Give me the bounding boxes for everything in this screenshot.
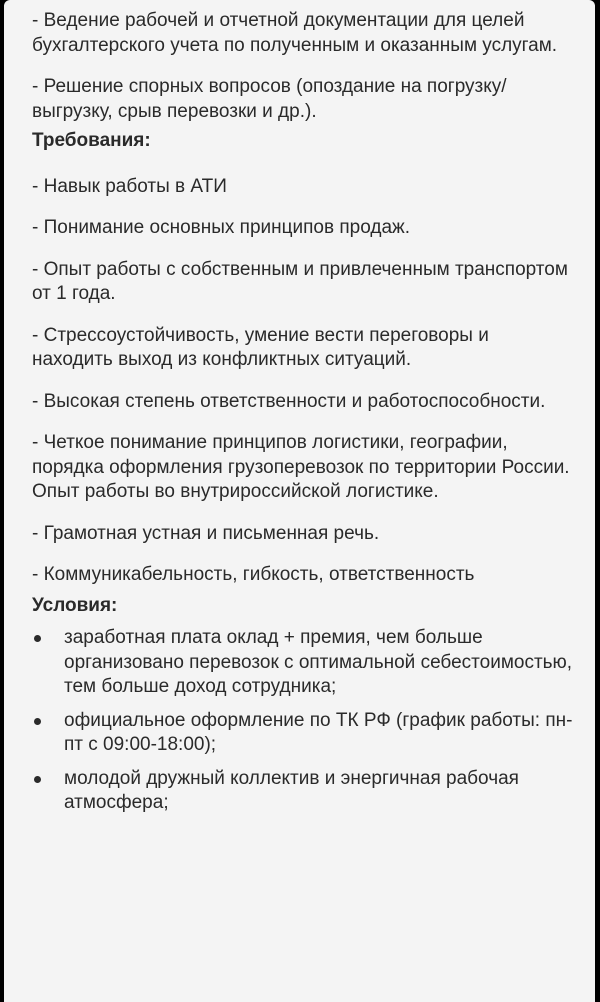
condition-item [32, 626, 573, 700]
condition-text: официальное оформление по ТК РФ (график работы: пн-пт с 09:00-18:00); [64, 709, 573, 755]
condition-item [32, 767, 573, 816]
conditions-list [32, 626, 573, 816]
duty-paragraph: - Ведение рабочей и отчетной документации для целей бухгалтерского учета по полученным и оказанным услугам. [32, 10, 558, 56]
requirement-item: - Четкое понимание принципов логистики, географии, порядка оформления грузоперевозок по территории России. Опыт работы во внутрироссийской логистике. [32, 432, 570, 502]
requirement-item: - Навык работы в АТИ [32, 175, 227, 197]
condition-item [32, 709, 573, 758]
requirement-item: - Высокая степень ответственности и работоспособности. [32, 390, 546, 412]
requirement-item: - Понимание основных принципов продаж. [32, 217, 410, 238]
condition-text: молодой дружный коллектив и энергичная рабочая атмосфера; [64, 767, 519, 813]
bullet-icon [34, 718, 41, 725]
requirements-heading: Требования: [32, 130, 151, 151]
requirement-item: - Опыт работы с собственным и привлеченным транспортом от 1 года. [32, 258, 568, 304]
conditions-heading: Условия: [32, 594, 118, 616]
requirement-item: - Грамотная устная и письменная речь. [32, 522, 380, 544]
bullet-icon [34, 635, 41, 642]
requirement-item: - Стрессоустойчивость, умение вести переговоры и находить выход из конфликтных ситуаций. [32, 324, 489, 370]
duty-paragraph: - Решение спорных вопросов (опоздание на погрузку/выгрузку, срыв перевозки и др.). [32, 76, 507, 122]
document-page [4, 0, 595, 1002]
requirement-item: - Коммуникабельность, гибкость, ответственность [32, 564, 475, 585]
condition-text: заработная плата оклад + премия, чем больше организовано перевозок с оптимальной себестоимостью, тем больше доход сотрудника; [64, 627, 573, 697]
bullet-icon [34, 776, 41, 783]
